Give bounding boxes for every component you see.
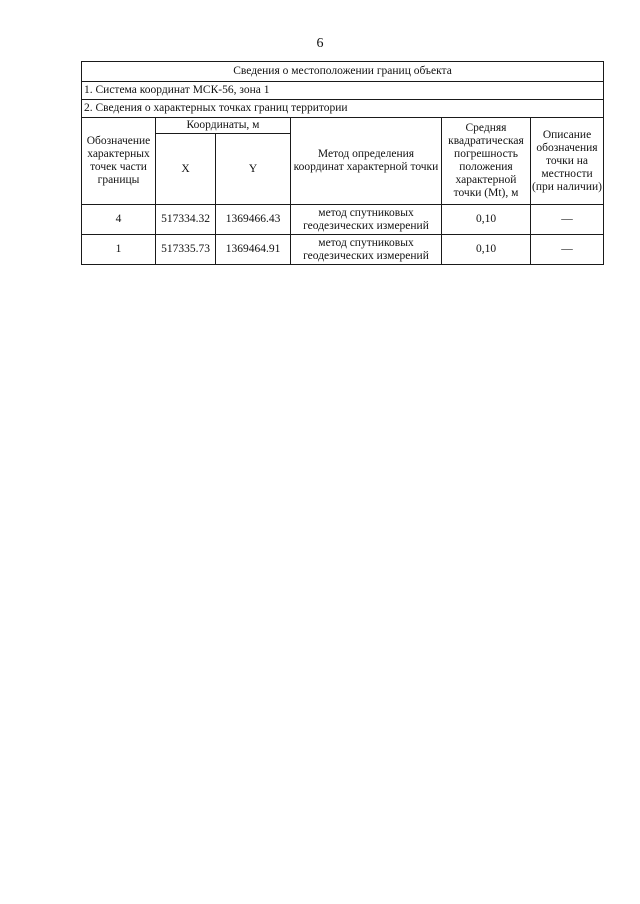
cell-error: 0,10 xyxy=(442,205,531,235)
cell-description: — xyxy=(531,235,604,265)
header-error: Средняя квадратическая погрешность положения характерной точки (Mt), м xyxy=(442,118,531,205)
cell-x: 517334.32 xyxy=(156,205,216,235)
table-title-row xyxy=(82,62,604,82)
section-2-row xyxy=(82,100,604,118)
cell-method: метод спутниковых геодезических измерений xyxy=(291,235,442,265)
header-y: Y xyxy=(216,134,291,205)
cell-error: 0,10 xyxy=(442,235,531,265)
cell-method: метод спутниковых геодезических измерений xyxy=(291,205,442,235)
cell-x: 517335.73 xyxy=(156,235,216,265)
coordinate-system-label: 1. Система координат МСК-56, зона 1 xyxy=(82,82,604,100)
cell-point: 1 xyxy=(82,235,156,265)
table-row xyxy=(82,235,604,265)
table-row xyxy=(82,205,604,235)
cell-description: — xyxy=(531,205,604,235)
section-2-label: 2. Сведения о характерных точках границ территории xyxy=(82,100,604,118)
table-title: Сведения о местоположении границ объекта xyxy=(82,62,604,82)
header-description: Описание обозначения точки на местности (при наличии) xyxy=(531,118,604,205)
header-method: Метод определения координат характерной точки xyxy=(291,118,442,205)
header-coordinates: Координаты, м xyxy=(156,118,291,134)
cell-y: 1369464.91 xyxy=(216,235,291,265)
header-row-1 xyxy=(82,118,604,134)
coordinate-system-row xyxy=(82,82,604,100)
boundary-table xyxy=(81,61,604,265)
cell-point: 4 xyxy=(82,205,156,235)
header-x: X xyxy=(156,134,216,205)
page-number: 6 xyxy=(316,36,324,51)
header-point-designation: Обозначение характерных точек части границы xyxy=(82,118,156,205)
cell-y: 1369466.43 xyxy=(216,205,291,235)
